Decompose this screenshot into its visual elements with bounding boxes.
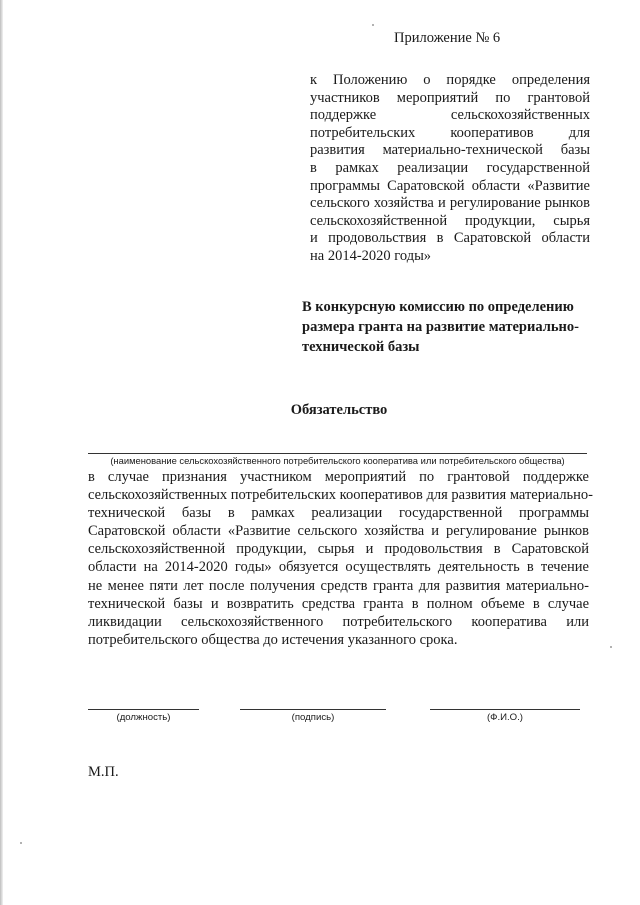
addressee-block xyxy=(302,297,602,357)
addressee-line: В конкурсную комиссию по определению xyxy=(302,299,574,315)
body-line: Саратовской области «Развитие сельского хозяйства и регулирование рынков xyxy=(88,523,589,540)
signature-line xyxy=(240,709,386,710)
appendix-title: Приложение № 6 xyxy=(394,30,501,46)
position-caption: (должность) xyxy=(116,712,171,723)
appendix-line: сельского хозяйства и регулирование рынков xyxy=(310,195,590,212)
position-signature-line xyxy=(88,709,199,710)
scan-left-edge xyxy=(0,0,3,905)
appendix-line: на 2014-2020 годы» xyxy=(310,247,432,264)
appendix-line: к Положению о порядке определения xyxy=(310,72,590,88)
appendix-line: программы Саратовской области «Развитие xyxy=(310,177,590,194)
body-line: сельскохозяйственной продукции, сырья и продовольствия в Саратовской xyxy=(88,541,589,558)
organization-name-line xyxy=(88,453,587,454)
body-line: потребительского общества до истечения указанного срока. xyxy=(88,631,458,648)
stamp-place-label: М.П. xyxy=(88,764,119,780)
body-line: в случае признания участником мероприятий по грантовой поддержке xyxy=(88,469,589,485)
appendix-line: и продовольствия в Саратовской области xyxy=(310,230,590,247)
appendix-line: потребительских кооперативов для xyxy=(310,124,590,141)
obligation-body xyxy=(88,468,594,649)
appendix-line: развития материально-технической базы xyxy=(310,142,590,159)
scan-speck xyxy=(20,842,22,844)
full-name-line xyxy=(430,709,580,710)
body-line: технической базы и возвратить средства гранта в полном объеме в случае xyxy=(88,595,589,612)
appendix-reference-block xyxy=(310,72,590,266)
document-title: Обязательство xyxy=(290,402,388,418)
signature-caption: (подпись) xyxy=(291,712,335,723)
body-line: технической базы в рамках реализации государственной программы xyxy=(88,505,589,522)
scan-speck xyxy=(372,24,374,26)
scan-speck xyxy=(610,646,612,648)
appendix-line: в рамках реализации государственной xyxy=(310,159,590,176)
addressee-line: технической базы xyxy=(302,339,420,355)
body-line: ликвидации сельскохозяйственного потребительского кооператива или xyxy=(88,613,589,630)
body-line: не менее пяти лет после получения средств гранта для развития материально- xyxy=(88,577,589,594)
body-line: сельскохозяйственных потребительских кооперативов для развития материально- xyxy=(88,487,594,504)
appendix-line: участников мероприятий по грантовой xyxy=(310,89,590,106)
appendix-line: сельскохозяйственной продукции, сырья xyxy=(310,212,590,229)
appendix-line: поддержке сельскохозяйственных xyxy=(310,107,590,124)
body-line: области на 2014-2020 годы» обязуется осуществлять деятельность в течение xyxy=(88,559,589,576)
full-name-caption: (Ф.И.О.) xyxy=(486,712,524,723)
addressee-line: размера гранта на развитие материально- xyxy=(302,319,579,335)
organization-name-caption: (наименование сельскохозяйственного потребительского кооператива или потребительского общества) xyxy=(110,455,565,466)
